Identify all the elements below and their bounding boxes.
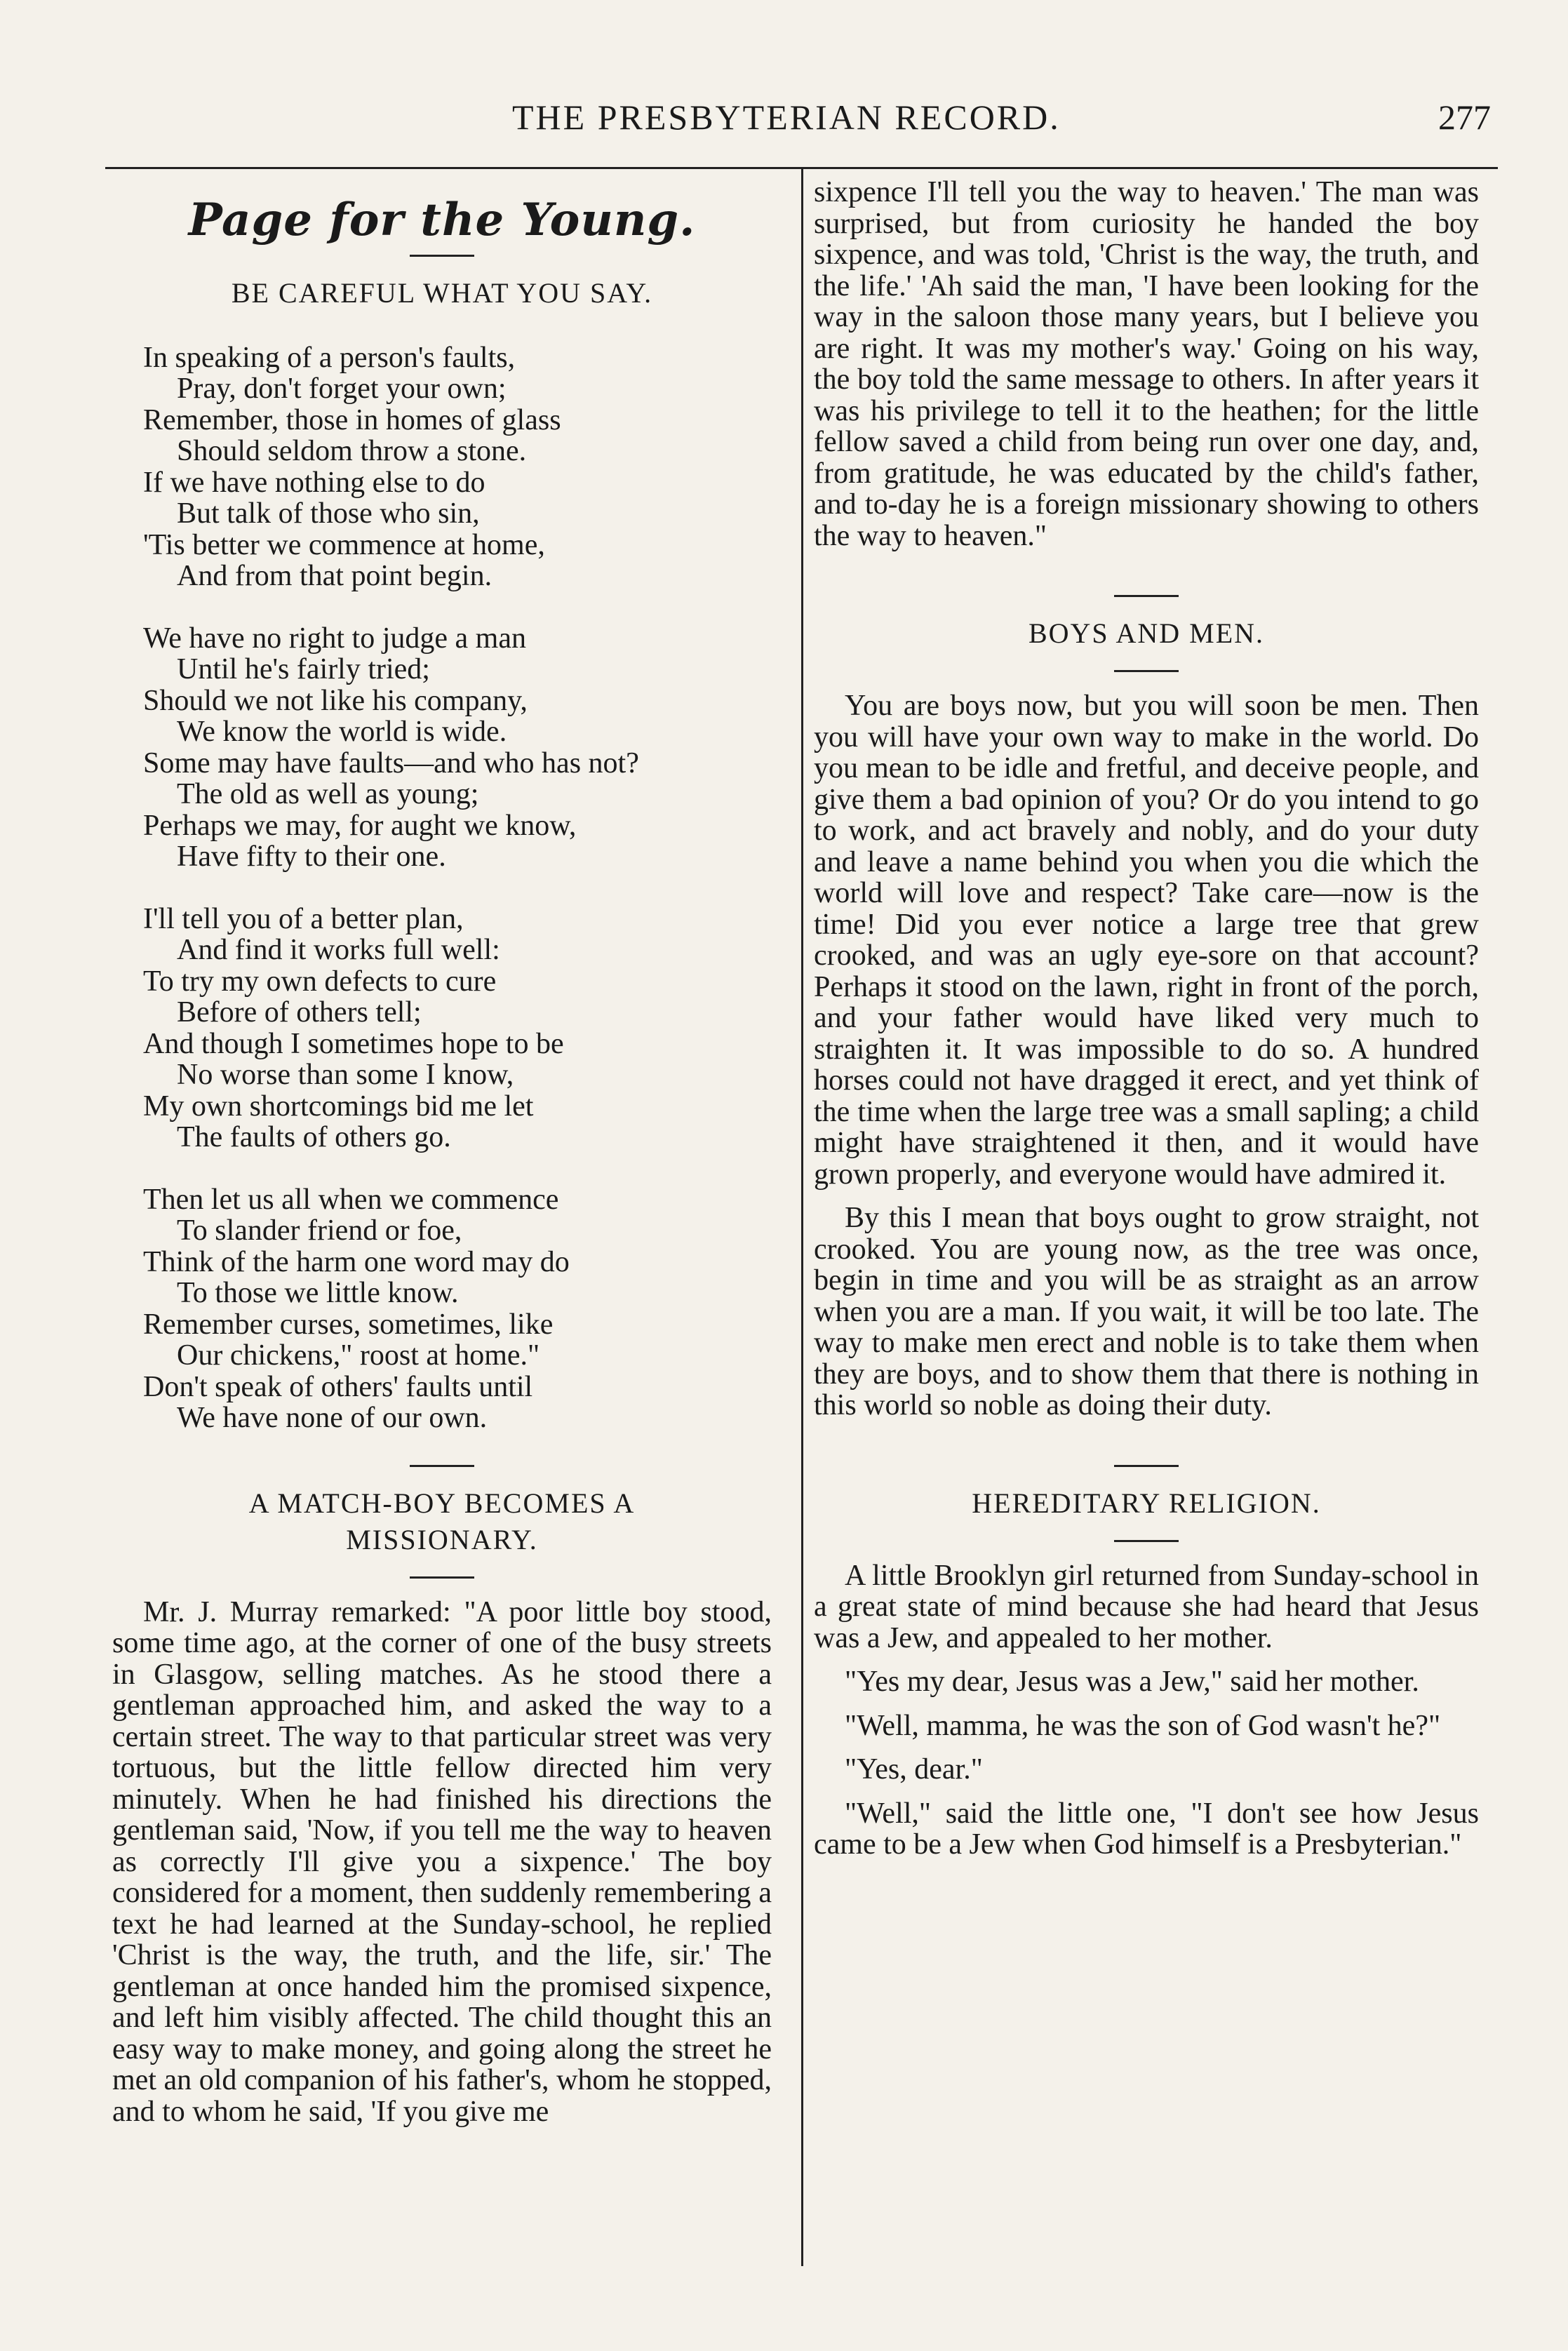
poem-line: But talk of those who sin, (177, 497, 480, 530)
match-boy-continued (814, 177, 1479, 551)
poem-title: BE CAREFUL WHAT YOU SAY. (231, 276, 653, 309)
right-column (814, 177, 1479, 1873)
poem-line: My own shortcomings bid me let (143, 1090, 534, 1123)
boys-and-men-article (814, 690, 1479, 1421)
boys-and-men-title: BOYS AND MEN. (1028, 617, 1265, 649)
poem-line: Should we not like his company, (143, 684, 528, 717)
page-heading: Page for the Young. (188, 194, 696, 246)
poem-line: If we have nothing else to do (143, 466, 485, 499)
poem-line: To try my own defects to cure (143, 965, 497, 998)
article-paragraph: "Well," said the little one, "I don't see how Jesus came to be a Jew when God himself is a Presbyterian." (814, 1797, 1479, 1861)
page-header (105, 97, 1498, 153)
poem-body (112, 342, 772, 1434)
poem-line: The old as well as young; (177, 778, 479, 810)
poem-line: Then let us all when we commence (143, 1183, 559, 1216)
poem-stanza (143, 904, 772, 1153)
article-paragraph: sixpence I'll tell you the way to heaven.' The man was surprised, but from curiosity he handed the boy sixpence, and was told, 'Christ is the way, the truth, and the life.' 'Ah said the man, 'I have been looking for the way in the saloon those many years, but I believe you are right. It was my mother's way.' Going on his way, the boy told the same message to others. In after years it was his privilege to tell it to the heathen; for the little fellow saved a child from being run over one day, and, from gratitude, he was educated by the child's father, and to-day he is a foreign missionary showing to others the way to heaven." (814, 176, 1479, 552)
poem-stanza (143, 623, 772, 873)
left-column (112, 177, 772, 2140)
poem-line: Remember, those in homes of glass (143, 403, 561, 436)
match-boy-article (112, 1597, 772, 2128)
poem-line: And though I sometimes hope to be (143, 1027, 564, 1060)
poem-line: To slander friend or foe, (177, 1214, 462, 1247)
poem-line: Our chickens," roost at home." (177, 1339, 540, 1372)
poem-line: The faults of others go. (177, 1121, 451, 1153)
poem-line: Until he's fairly tried; (177, 653, 430, 685)
poem-line: We have no right to judge a man (143, 622, 526, 655)
article-paragraph: "Yes, dear." (845, 1753, 983, 1786)
page-number: 277 (1438, 98, 1491, 137)
poem-line: Should seldom throw a stone. (177, 435, 527, 467)
match-boy-title-line2: MISSIONARY. (346, 1523, 538, 1555)
poem-line: And from that point begin. (177, 560, 492, 592)
poem-line: We have none of our own. (177, 1402, 488, 1434)
poem-line: In speaking of a person's faults, (143, 341, 516, 374)
hereditary-religion-title: HEREDITARY RELIGION. (972, 1487, 1321, 1519)
article-paragraph: A little Brooklyn girl returned from Sunday-school in a great state of mind because she had heard that Jesus was a Jew, and appealed to her mother. (814, 1559, 1479, 1654)
poem-line: And find it works full well: (177, 934, 500, 966)
running-title: THE PRESBYTERIAN RECORD. (512, 98, 1061, 137)
column-divider (801, 168, 803, 2266)
poem-line: Think of the harm one word may do (143, 1245, 570, 1278)
poem-line: Have fifty to their one. (177, 840, 446, 873)
poem-line: To those we little know. (177, 1277, 459, 1309)
poem-stanza (143, 1184, 772, 1434)
poem-stanza (143, 342, 772, 592)
article-paragraph: "Yes my dear, Jesus was a Jew," said her mother. (845, 1666, 1419, 1698)
poem-line: Perhaps we may, for aught we know, (143, 809, 577, 842)
match-boy-title-line1: A MATCH-BOY BECOMES A (248, 1487, 636, 1519)
poem-line: Before of others tell; (177, 996, 422, 1029)
article-paragraph: "Well, mamma, he was the son of God wasn't he?" (845, 1709, 1441, 1742)
poem-line: Some may have faults—and who has not? (143, 746, 639, 779)
poem-line: Don't speak of others' faults until (143, 1370, 533, 1403)
poem-line: I'll tell you of a better plan, (143, 902, 464, 935)
poem-line: No worse than some I know, (177, 1059, 514, 1091)
hereditary-religion-article (814, 1560, 1479, 1861)
poem-line: 'Tis better we commence at home, (143, 528, 545, 561)
article-paragraph: You are boys now, but you will soon be men. Then you will have your own way to make in the world. Do you mean to be idle and fretful, and deceive people, and give them a bad opinion of you? Or do you intend to go to work, and act bravely and nobly, and do your duty and leave a name behind you when you die which the world will love and respect? Take care—now is the time! Did you ever notice a large tree that grew crooked, and was an ugly eye-sore on that account? Perhaps it stood on the lawn, right in front of the porch, and your father would have liked very much to straighten it. It was impossible to do so. A hundred horses could not have dragged it erect, and yet think of the time when the large tree was a small sapling; a child might have straightened it then, and it would have grown properly, and everyone would have admired it. (814, 690, 1479, 1191)
article-paragraph: Mr. J. Murray remarked: "A poor little boy stood, some time ago, at the corner of one of the busy streets in Glasgow, selling matches. As he stood there a gentleman approached him, and asked the way to a certain street. The way to that particular street was very tortuous, but the little fellow directed him very minutely. When he had finished his directions the gentleman said, 'Now, if you tell me the way to heaven as correctly I'll give you a sixpence.' The boy considered for a moment, then suddenly remembering a text he had learned at the Sunday-school, he replied 'Christ is the way, the truth, and the life, sir.' The gentleman at once handed him the promised sixpence, and left him visibly affected. The child thought this an easy way to make money, and going along the street he met an old companion of his father's, whom he stopped, and to whom he said, 'If you give me (112, 1595, 772, 2128)
poem-line: Remember curses, sometimes, like (143, 1308, 554, 1341)
poem-line: Pray, don't forget your own; (177, 373, 507, 405)
poem-line: We know the world is wide. (177, 716, 507, 748)
article-paragraph: By this I mean that boys ought to grow straight, not crooked. You are young now, as the tree was once, begin in time and you will be as straight as an arrow when you are a man. If you wait, it will be too late. The way to make men erect and noble is to take them when they are boys, and to show them that there is nothing in this world so noble as doing their duty. (814, 1202, 1479, 1421)
